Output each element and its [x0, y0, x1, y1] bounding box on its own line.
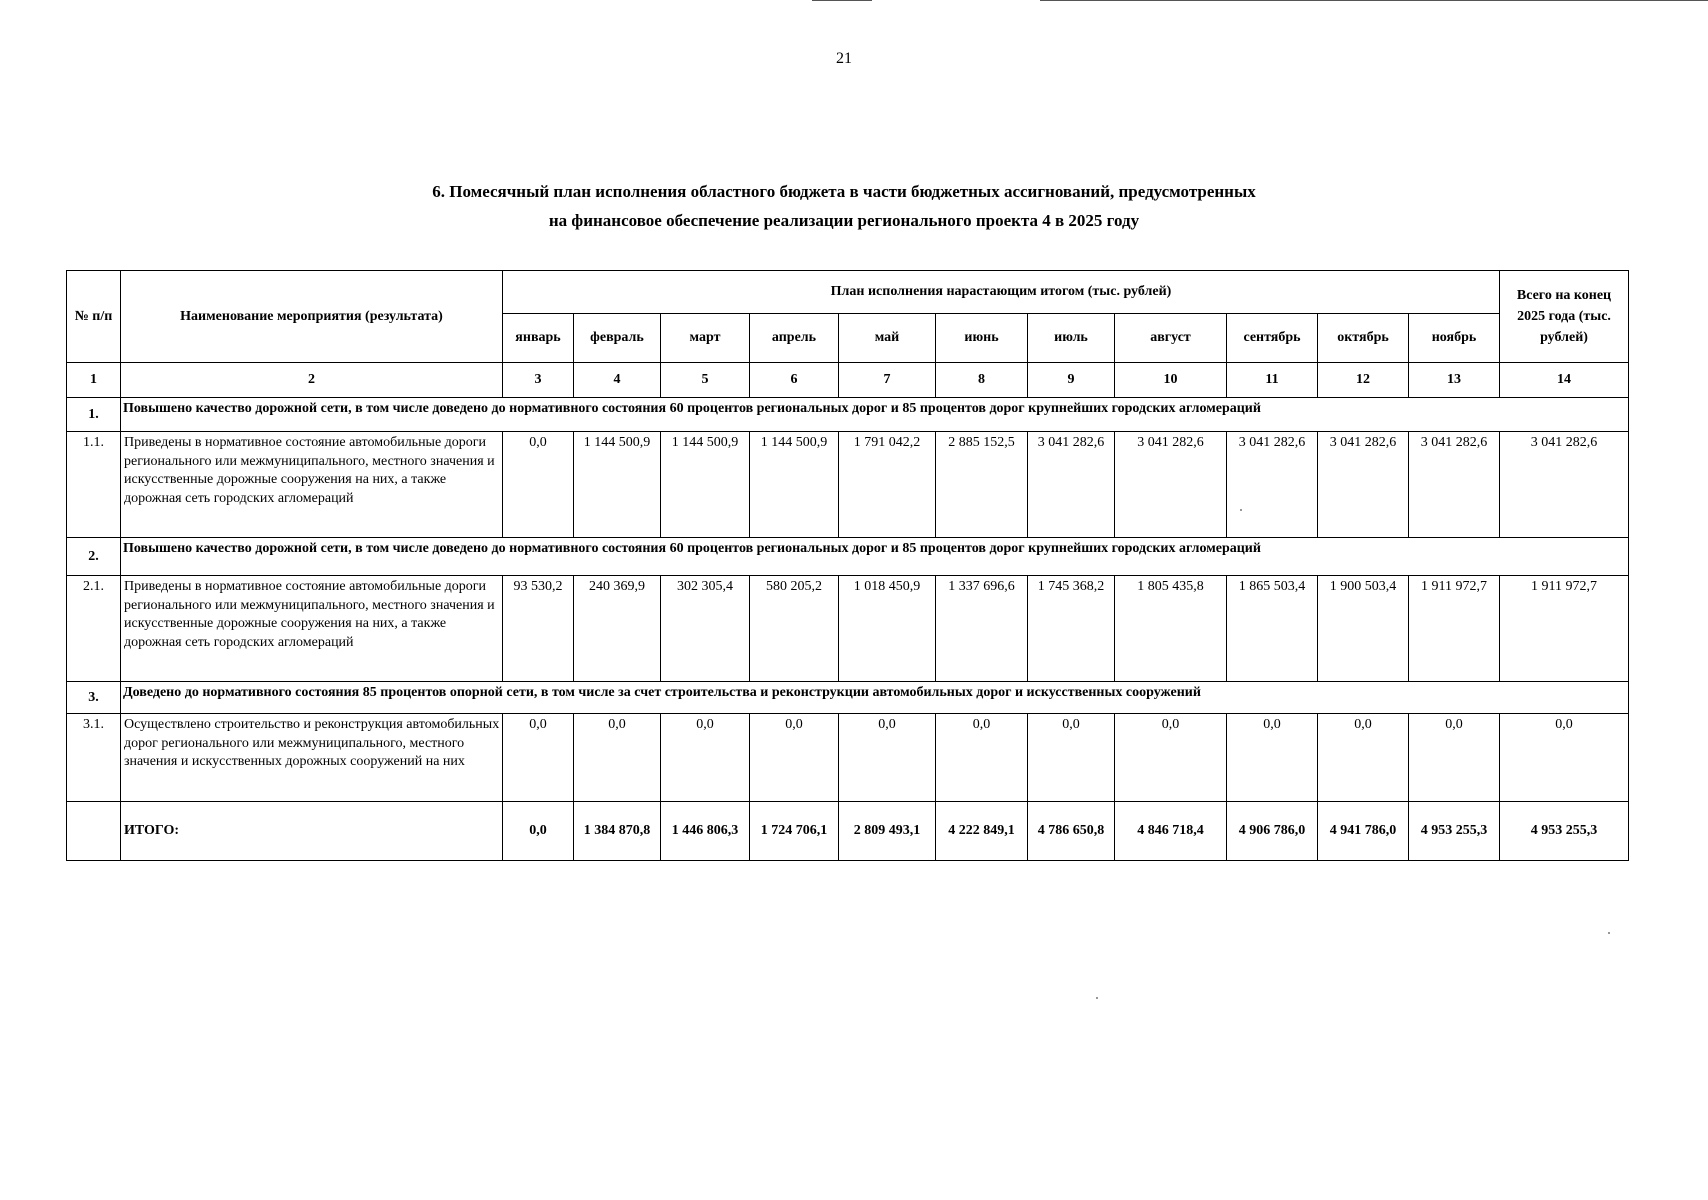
document-title	[0, 177, 1688, 235]
total-value: 1 384 870,8	[574, 802, 661, 861]
value-cell: 240 369,9	[574, 576, 661, 682]
value-cell: 3 041 282,6	[1227, 432, 1318, 538]
value-cell: 0,0	[1318, 714, 1409, 802]
header-name: Наименование мероприятия (результата)	[121, 271, 503, 363]
value-cell: 1 144 500,9	[574, 432, 661, 538]
total-value: 4 953 255,3	[1409, 802, 1500, 861]
total-value: 4 906 786,0	[1227, 802, 1318, 861]
header-month: январь	[503, 314, 574, 363]
value-cell: 1 791 042,2	[839, 432, 936, 538]
value-cell: 1 337 696,6	[936, 576, 1028, 682]
column-number: 8	[936, 363, 1028, 398]
scan-speck	[1096, 997, 1098, 999]
section-title: Повышено качество дорожной сети, в том числе доведено до нормативного состояния 60 процентов региональных дорог и 85 процентов дорог крупнейших городских агломераций	[121, 398, 1629, 432]
row-name: Приведены в нормативное состояние автомобильные дороги регионального или межмуниципального, местного значения и искусственные дорожные сооружения на них, а также дорожная сеть городских агломераций	[121, 432, 503, 538]
section-number: 2.	[67, 538, 121, 576]
total-value-cell: 3 041 282,6	[1500, 432, 1629, 538]
value-cell: 3 041 282,6	[1028, 432, 1115, 538]
total-label: ИТОГО:	[121, 802, 503, 861]
value-cell: 302 305,4	[661, 576, 750, 682]
value-cell: 0,0	[1028, 714, 1115, 802]
column-number: 3	[503, 363, 574, 398]
column-number: 13	[1409, 363, 1500, 398]
table-row	[67, 576, 1629, 682]
value-cell: 93 530,2	[503, 576, 574, 682]
value-cell: 1 911 972,7	[1409, 576, 1500, 682]
header-plan: План исполнения нарастающим итогом (тыс. рублей)	[503, 271, 1500, 314]
section-title: Повышено качество дорожной сети, в том числе доведено до нормативного состояния 60 процентов региональных дорог и 85 процентов дорог крупнейших городских агломераций	[121, 538, 1629, 576]
section-title: Доведено до нормативного состояния 85 процентов опорной сети, в том числе за счет строительства и реконструкции автомобильных дорог и искусственных сооружений	[121, 682, 1629, 714]
total-value-cell: 0,0	[1500, 714, 1629, 802]
column-number: 14	[1500, 363, 1629, 398]
column-number: 10	[1115, 363, 1227, 398]
document-title-line-2: на финансовое обеспечение реализации регионального проекта 4 в 2025 году	[548, 211, 1140, 230]
value-cell: 1 865 503,4	[1227, 576, 1318, 682]
header-month: сентябрь	[1227, 314, 1318, 363]
value-cell: 0,0	[1115, 714, 1227, 802]
scan-speck	[1240, 509, 1242, 511]
total-value: 4 941 786,0	[1318, 802, 1409, 861]
column-number: 7	[839, 363, 936, 398]
value-cell: 0,0	[750, 714, 839, 802]
column-number: 5	[661, 363, 750, 398]
total-value: 2 809 493,1	[839, 802, 936, 861]
header-total: Всего на конец 2025 года (тыс. рублей)	[1500, 271, 1629, 363]
column-number: 6	[750, 363, 839, 398]
total-value-cell: 1 911 972,7	[1500, 576, 1629, 682]
row-number: 3.1.	[67, 714, 121, 802]
value-cell: 580 205,2	[750, 576, 839, 682]
value-cell: 0,0	[574, 714, 661, 802]
table-row	[67, 432, 1629, 538]
header-month: май	[839, 314, 936, 363]
section-row	[67, 682, 1629, 714]
scan-edge-line-right	[1040, 0, 1708, 1]
column-number: 2	[121, 363, 503, 398]
total-value: 4 222 849,1	[936, 802, 1028, 861]
row-name: Осуществлено строительство и реконструкция автомобильных дорог регионального или межмуниципального, местного значения и искусственных дорожных сооружений на них	[121, 714, 503, 802]
value-cell: 2 885 152,5	[936, 432, 1028, 538]
page-number: 21	[836, 50, 852, 67]
scan-speck	[1608, 932, 1610, 934]
header-month: февраль	[574, 314, 661, 363]
value-cell: 1 745 368,2	[1028, 576, 1115, 682]
total-value: 1 446 806,3	[661, 802, 750, 861]
header-month: август	[1115, 314, 1227, 363]
value-cell: 3 041 282,6	[1318, 432, 1409, 538]
total-value: 4 846 718,4	[1115, 802, 1227, 861]
column-number: 9	[1028, 363, 1115, 398]
value-cell: 0,0	[839, 714, 936, 802]
value-cell: 3 041 282,6	[1409, 432, 1500, 538]
column-number: 4	[574, 363, 661, 398]
value-cell: 0,0	[503, 432, 574, 538]
total-row	[67, 802, 1629, 861]
header-num: № п/п	[67, 271, 121, 363]
total-value: 0,0	[503, 802, 574, 861]
value-cell: 1 018 450,9	[839, 576, 936, 682]
header-month: ноябрь	[1409, 314, 1500, 363]
column-number: 12	[1318, 363, 1409, 398]
column-number: 11	[1227, 363, 1318, 398]
value-cell: 1 805 435,8	[1115, 576, 1227, 682]
row-number: 2.1.	[67, 576, 121, 682]
total-value: 1 724 706,1	[750, 802, 839, 861]
budget-plan-table	[66, 270, 1629, 861]
section-number: 3.	[67, 682, 121, 714]
row-number: 1.1.	[67, 432, 121, 538]
total-row-number	[67, 802, 121, 861]
document-title-line-1: 6. Помесячный план исполнения областного бюджета в части бюджетных ассигнований, предусмотренных	[432, 182, 1256, 201]
section-row	[67, 538, 1629, 576]
column-numbers-row	[67, 363, 1629, 398]
value-cell: 3 041 282,6	[1115, 432, 1227, 538]
header-month: июнь	[936, 314, 1028, 363]
total-value: 4 786 650,8	[1028, 802, 1115, 861]
value-cell: 0,0	[1409, 714, 1500, 802]
value-cell: 1 144 500,9	[661, 432, 750, 538]
row-name: Приведены в нормативное состояние автомобильные дороги регионального или межмуниципального, местного значения и искусственные дорожные сооружения на них, а также дорожная сеть городских агломераций	[121, 576, 503, 682]
table-row	[67, 714, 1629, 802]
header-month: апрель	[750, 314, 839, 363]
value-cell: 0,0	[503, 714, 574, 802]
header-month: октябрь	[1318, 314, 1409, 363]
table-header-row	[67, 271, 1629, 314]
value-cell: 0,0	[1227, 714, 1318, 802]
scan-edge-line-left	[812, 0, 872, 1]
grand-total-value: 4 953 255,3	[1500, 802, 1629, 861]
column-number: 1	[67, 363, 121, 398]
section-row	[67, 398, 1629, 432]
value-cell: 1 144 500,9	[750, 432, 839, 538]
value-cell: 0,0	[936, 714, 1028, 802]
value-cell: 0,0	[661, 714, 750, 802]
header-month: март	[661, 314, 750, 363]
value-cell: 1 900 503,4	[1318, 576, 1409, 682]
section-number: 1.	[67, 398, 121, 432]
header-month: июль	[1028, 314, 1115, 363]
